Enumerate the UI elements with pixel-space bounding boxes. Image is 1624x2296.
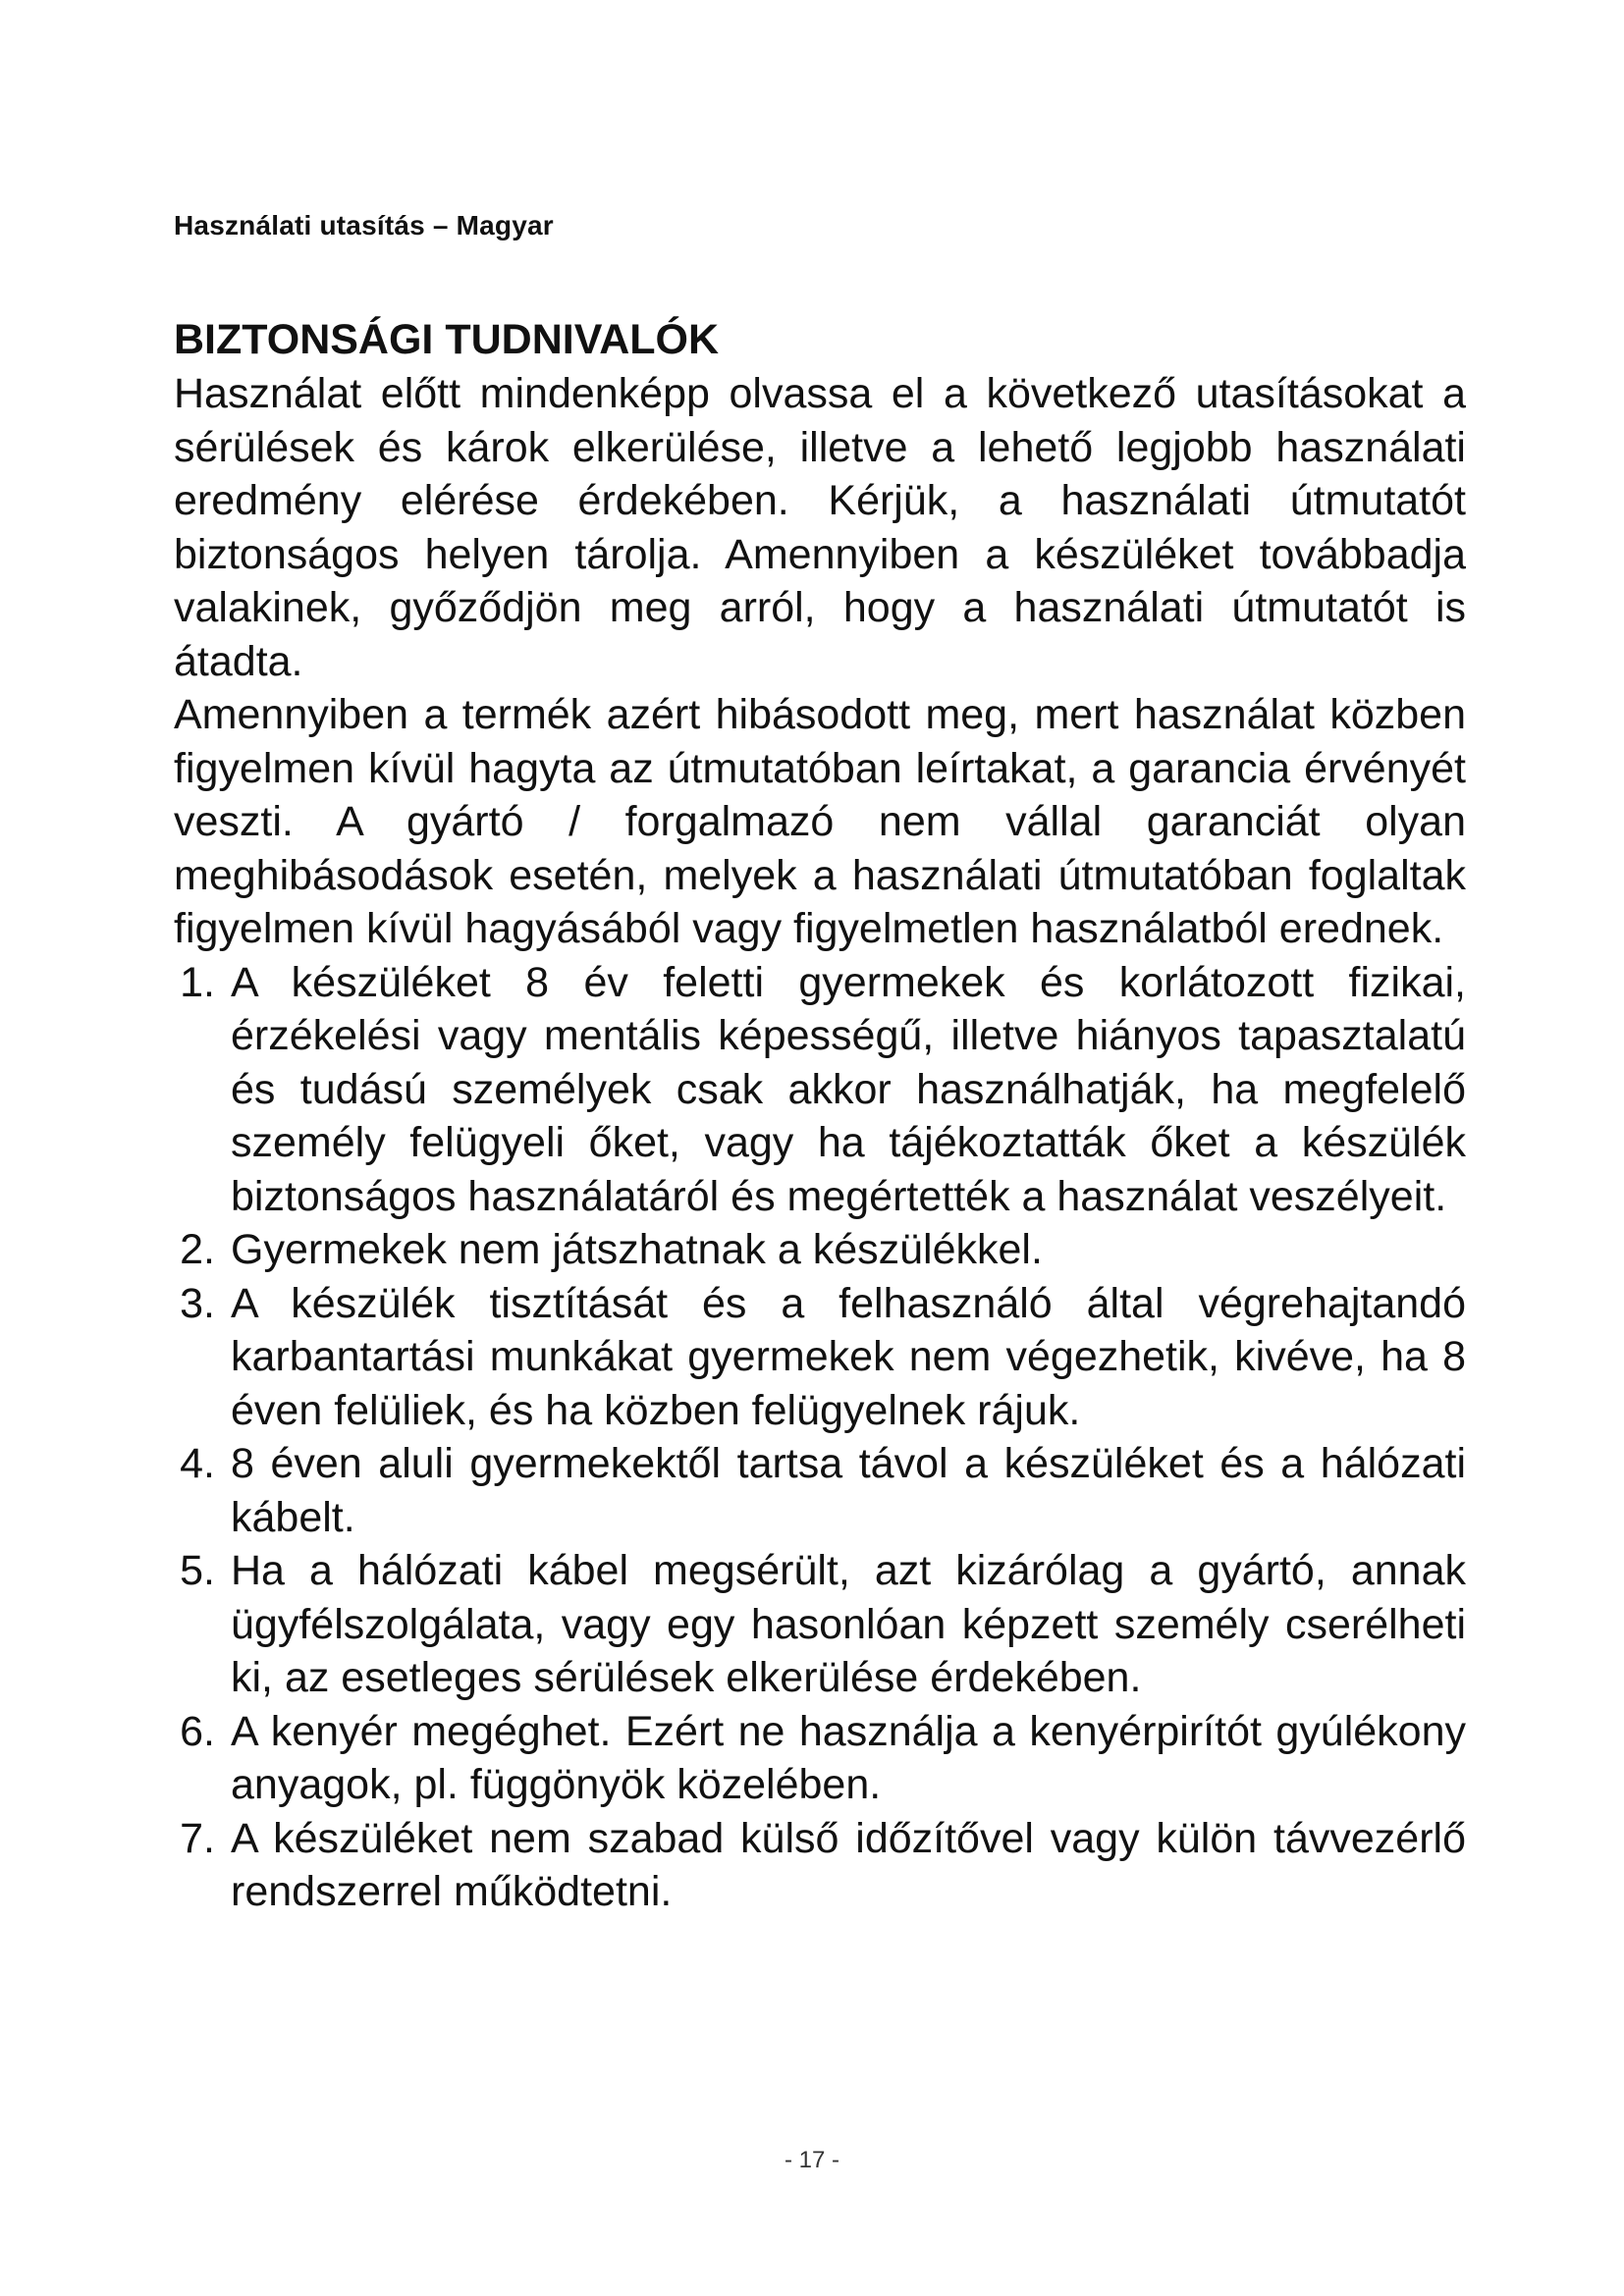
- list-item-text: A készüléket nem szabad külső időzítővel vagy külön távvezérlő rendszerrel működtetni.: [231, 1814, 1466, 1915]
- list-item: [174, 1705, 1466, 1812]
- list-item-text: 8 éven aluli gyermekektől tartsa távol a készüléket és a hálózati kábelt.: [231, 1440, 1466, 1541]
- warranty-paragraph: Amennyiben a termék azért hibásodott meg, mert használat közben figyelmen kívül hagyta az útmutatóban leírtakat, a garancia érvényét veszti. A gyártó / forgalmazó nem vállal garanciát olyan meghibásodások esetén, melyek a használati útmutatóban foglaltak figyelmen kívül hagyásából vagy figyelmetlen használatból erednek.: [174, 691, 1466, 952]
- list-item-number: 7.: [180, 1814, 215, 1862]
- list-item-text: Gyermekek nem játszhatnak a készülékkel.: [231, 1226, 1043, 1273]
- page-number: - 17 -: [784, 2147, 839, 2173]
- list-item-number: 6.: [180, 1707, 215, 1755]
- list-item-number: 3.: [180, 1279, 215, 1327]
- list-item-text: A készüléket 8 év feletti gyermekek és korlátozott fizikai, érzékelési vagy mentális képességű, illetve hiányos tapasztalatú és tudású személyek csak akkor használhatják, ha megfelelő személy felügyeli őket, vagy ha tájékoztatták őket a készülék biztonságos használatáról és megértették a használat veszélyeit.: [231, 958, 1466, 1220]
- safety-section: [174, 312, 1466, 1919]
- list-item-text: Ha a hálózati kábel megsérült, azt kizárólag a gyártó, annak ügyfélszolgálata, vagy egy hasonlóan képzett személy cserélheti ki, az esetleges sérülések elkerülése érdekében.: [231, 1547, 1466, 1701]
- safety-list: [174, 956, 1466, 1919]
- section-title: BIZTONSÁGI TUDNIVALÓK: [174, 316, 720, 363]
- list-item-number: 2.: [180, 1226, 215, 1273]
- list-item: [174, 1812, 1466, 1919]
- list-item: [174, 1223, 1466, 1277]
- list-item-number: 4.: [180, 1440, 215, 1487]
- list-item-number: 5.: [180, 1547, 215, 1594]
- intro-paragraph: Használat előtt mindenképp olvassa el a következő utasításokat a sérülések és károk elkerülése, illetve a lehető legjobb használati eredmény elérése érdekében. Kérjük, a használati útmutatót biztonságos helyen tárolja. Amennyiben a készüléket továbbadja valakinek, győződjön meg arról, hogy a használati útmutatót is átadta.: [174, 370, 1466, 685]
- list-item-number: 1.: [180, 958, 215, 1006]
- list-item-text: A készülék tisztítását és a felhasználó által végrehajtandó karbantartási munkákat gyermekek nem végezhetik, kivéve, ha 8 éven felüliek, és ha közben felügyelnek rájuk.: [231, 1279, 1466, 1434]
- list-item: [174, 1277, 1466, 1438]
- list-item: [174, 956, 1466, 1224]
- list-item: [174, 1437, 1466, 1544]
- list-item: [174, 1544, 1466, 1705]
- list-item-text: A kenyér megéghet. Ezért ne használja a kenyérpirítót gyúlékony anyagok, pl. függönyök közelében.: [231, 1707, 1466, 1808]
- page-header: Használati utasítás – Magyar: [174, 210, 554, 240]
